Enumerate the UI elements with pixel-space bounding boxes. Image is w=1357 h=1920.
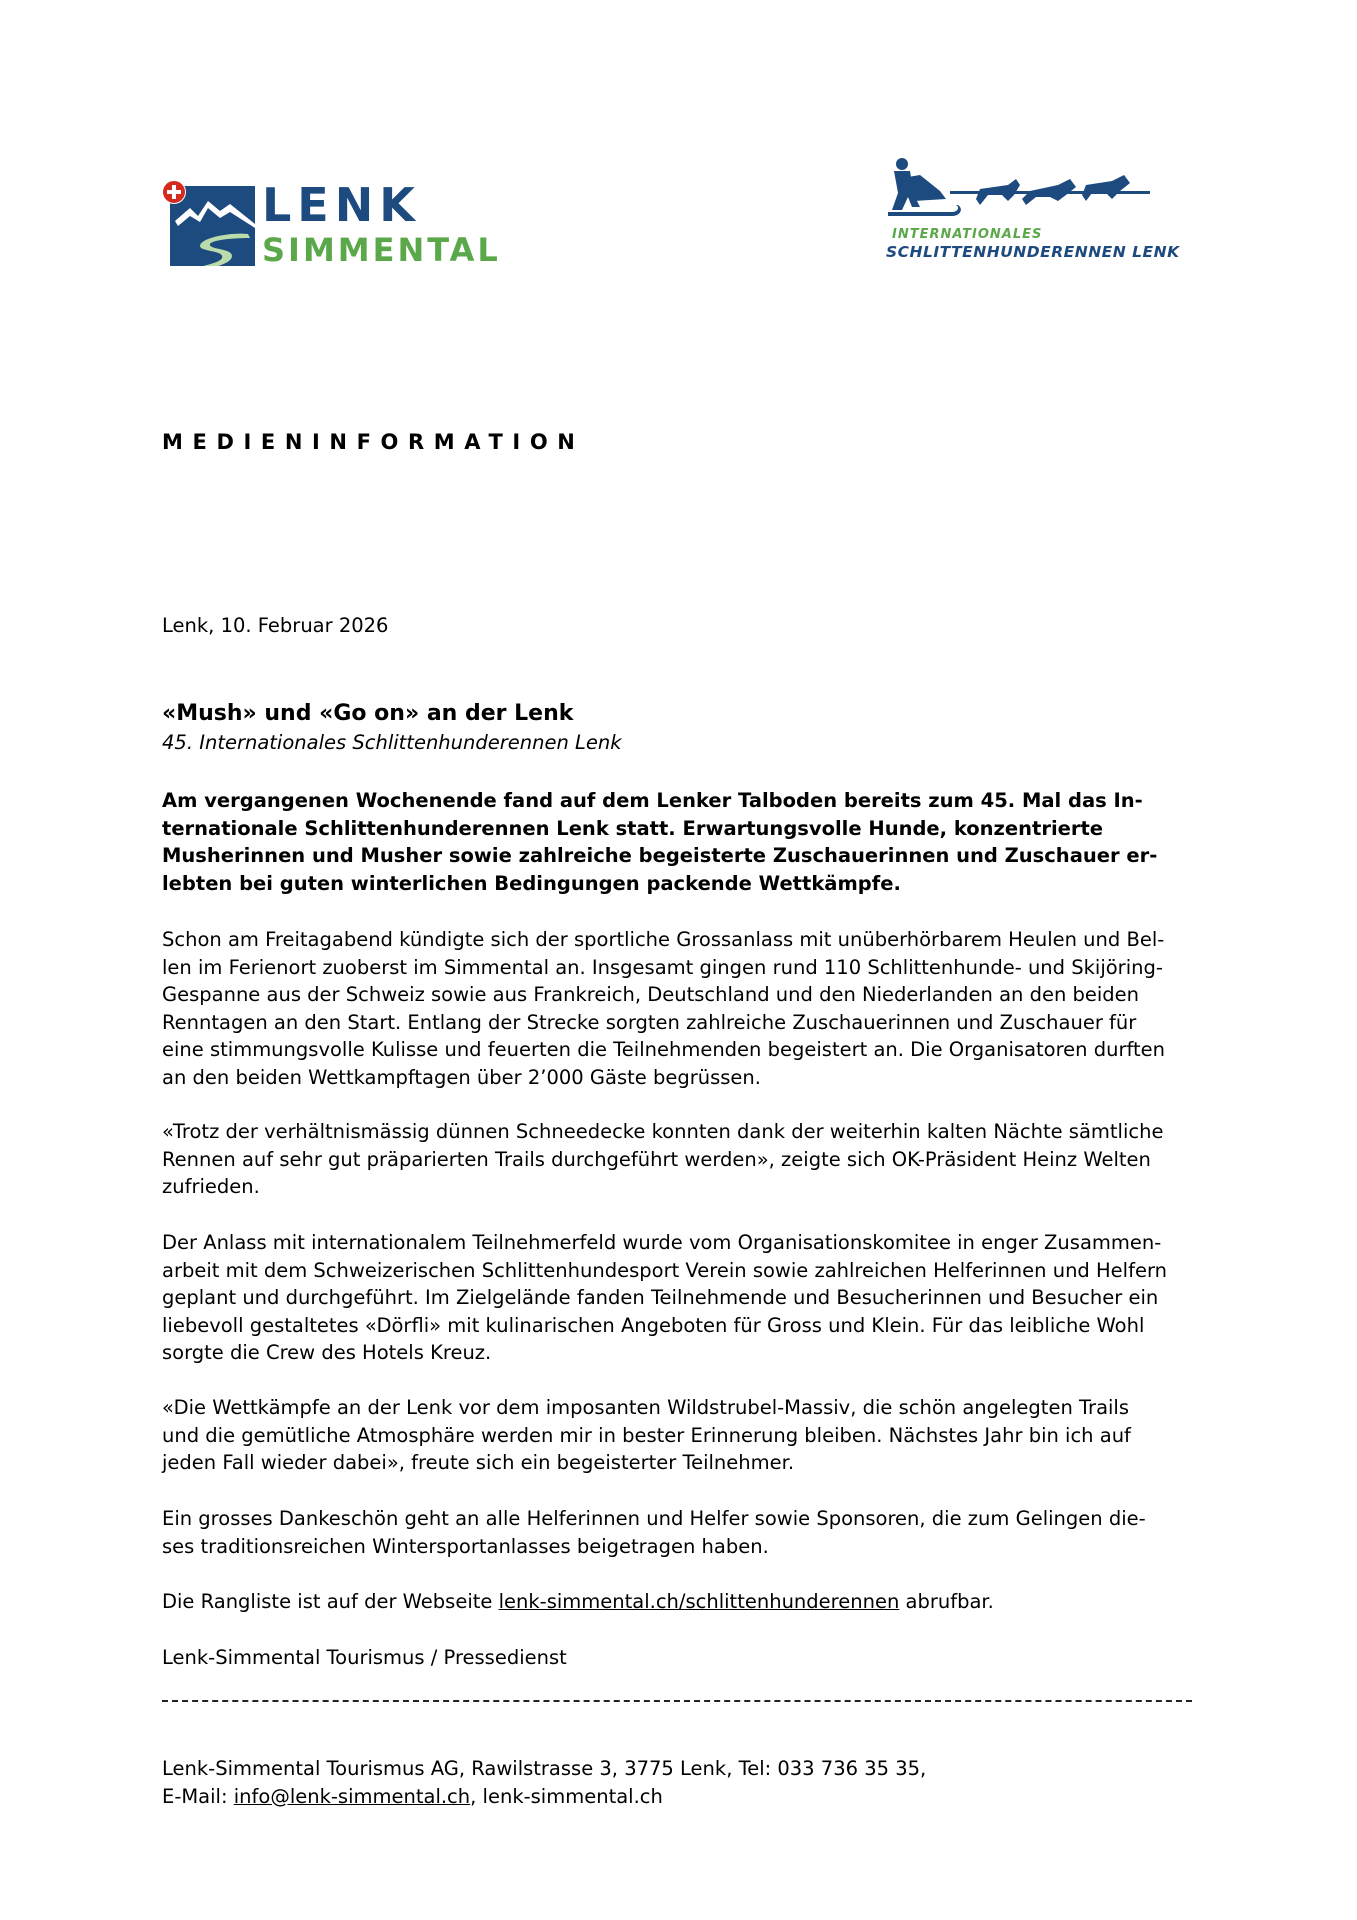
lenk-simmental-logo — [162, 180, 522, 280]
logo-internationales: INTERNATIONALES — [892, 227, 1043, 242]
paragraph-line: «Trotz der verhältnismässig dünnen Schneedecke konnten dank der weiterhin kalten Nächte sämtliche — [162, 1120, 1164, 1143]
lead-paragraph — [162, 787, 1222, 897]
lead-line: Musherinnen und Musher sowie zahlreiche begeisterte Zuschauerinnen und Zuschauer er- — [162, 844, 1158, 867]
paragraph-line: Renntagen an den Start. Entlang der Strecke sorgten zahlreiche Zuschauerinnen und Zuschauer für — [162, 1010, 1137, 1034]
paragraph-line: «Die Wettkämpfe an der Lenk vor dem imposanten Wildstrubel-Massiv, die schön angelegten Trails — [162, 1396, 1130, 1419]
signature: Lenk-Simmental Tourismus / Pressedienst — [162, 1646, 567, 1669]
paragraph-line: eine stimmungsvolle Kulisse und feuerten die Teilnehmenden begeistert an. Die Organisatoren durften — [162, 1038, 1166, 1061]
paragraph-line: geplant und durchgeführt. Im Zielgelände fanden Teilnehmende und Besucherinnen und Besucher ein — [162, 1286, 1159, 1309]
lead-line: lebten bei guten winterlichen Bedingungen packende Wettkämpfe. — [162, 871, 901, 895]
separator: , — [470, 1784, 483, 1808]
logo-schlittenhunderennen-lenk: SCHLITTENHUNDERENNEN LENK — [886, 243, 1180, 261]
paragraph-participant-quote — [162, 1394, 1222, 1477]
article-subtitle: 45. Internationales Schlittenhunderennen Lenk — [162, 731, 622, 754]
logo-word-simmental: SIMMENTAL — [262, 231, 501, 269]
swiss-cross-icon — [162, 180, 186, 204]
dashed-divider — [162, 1700, 1192, 1702]
paragraph-line: zufrieden. — [162, 1175, 260, 1198]
ranking-suffix: abrufbar. — [899, 1590, 994, 1613]
dog-sled-icon — [880, 155, 1180, 225]
email-link[interactable]: info@lenk-simmental.ch — [233, 1784, 471, 1808]
paragraph-thanks — [162, 1505, 1222, 1560]
document-type-heading: MEDIENINFORMATION — [162, 430, 585, 454]
footer-address: Lenk-Simmental Tourismus AG, Rawilstrasse 3, 3775 Lenk, Tel: 033 736 35 35, — [162, 1757, 927, 1780]
ranking-line — [162, 1588, 1222, 1616]
ranking-prefix: Die Rangliste ist auf der Webseite — [162, 1590, 499, 1613]
email-label: E-Mail: — [162, 1784, 234, 1808]
paragraph-president-quote — [162, 1118, 1222, 1201]
date-line: Lenk, 10. Februar 2026 — [162, 614, 389, 637]
paragraph-organisation — [162, 1229, 1222, 1367]
article-title: «Mush» und «Go on» an der Lenk — [162, 701, 574, 726]
ranking-link[interactable]: lenk-simmental.ch/schlittenhunderennen — [498, 1590, 900, 1613]
paragraph-line: und die gemütliche Atmosphäre werden mir in bester Erinnerung bleiben. Nächstes Jahr bin ich auf — [162, 1423, 1131, 1447]
lead-line: Am vergangenen Wochenende fand auf dem Lenker Talboden bereits zum 45. Mal das In- — [162, 789, 1143, 812]
paragraph-line: arbeit mit dem Schweizerischen Schlittenhundesport Verein sowie zahlreichen Helferinnen und Helfern — [162, 1258, 1167, 1282]
website-text: lenk-simmental.ch — [482, 1784, 663, 1808]
paragraph-line: Ein grosses Dankeschön geht an alle Helferinnen und Helfer sowie Sponsoren, die zum Gelingen die- — [162, 1507, 1146, 1530]
footer-contact — [162, 1755, 926, 1810]
paragraph-line: liebevoll gestaltetes «Dörfli» mit kulinarischen Angeboten für Gross und Klein. Für das leibliche Wohl — [162, 1313, 1145, 1337]
paragraph-line: Schon am Freitagabend kündigte sich der sportliche Grossanlass mit unüberhörbarem Heulen und Bel- — [162, 928, 1165, 951]
paragraph-line: Der Anlass mit internationalem Teilnehmerfeld wurde vom Organisationskomitee in enger Zusammen- — [162, 1231, 1162, 1254]
paragraph-line: jeden Fall wieder dabei», freute sich ein begeisterter Teilnehmer. — [162, 1451, 795, 1474]
paragraph-line: Gespanne aus der Schweiz sowie aus Frankreich, Deutschland und den Niederlanden an den beiden — [162, 983, 1140, 1006]
paragraph-line: sorgte die Crew des Hotels Kreuz. — [162, 1341, 492, 1364]
logo-word-lenk: LENK — [262, 178, 421, 232]
footer-email-line — [162, 1783, 926, 1811]
lead-line: ternationale Schlittenhunderennen Lenk statt. Erwartungsvolle Hunde, konzentrierte — [162, 816, 1104, 840]
paragraph-line: an den beiden Wettkampftagen über 2’000 Gäste begrüssen. — [162, 1065, 761, 1089]
paragraph-line: len im Ferienort zuoberst im Simmental an. Insgesamt gingen rund 110 Schlittenhunde- und Skijöring- — [162, 955, 1163, 979]
paragraph-line: ses traditionsreichen Wintersportanlasses beigetragen haben. — [162, 1534, 769, 1558]
paragraph-line: Rennen auf sehr gut präparierten Trails durchgeführt werden», zeigte sich OK-Präsident Heinz Welten — [162, 1147, 1151, 1171]
paragraph-event-summary — [162, 926, 1222, 1091]
schlittenhunderennen-logo — [880, 155, 1190, 265]
